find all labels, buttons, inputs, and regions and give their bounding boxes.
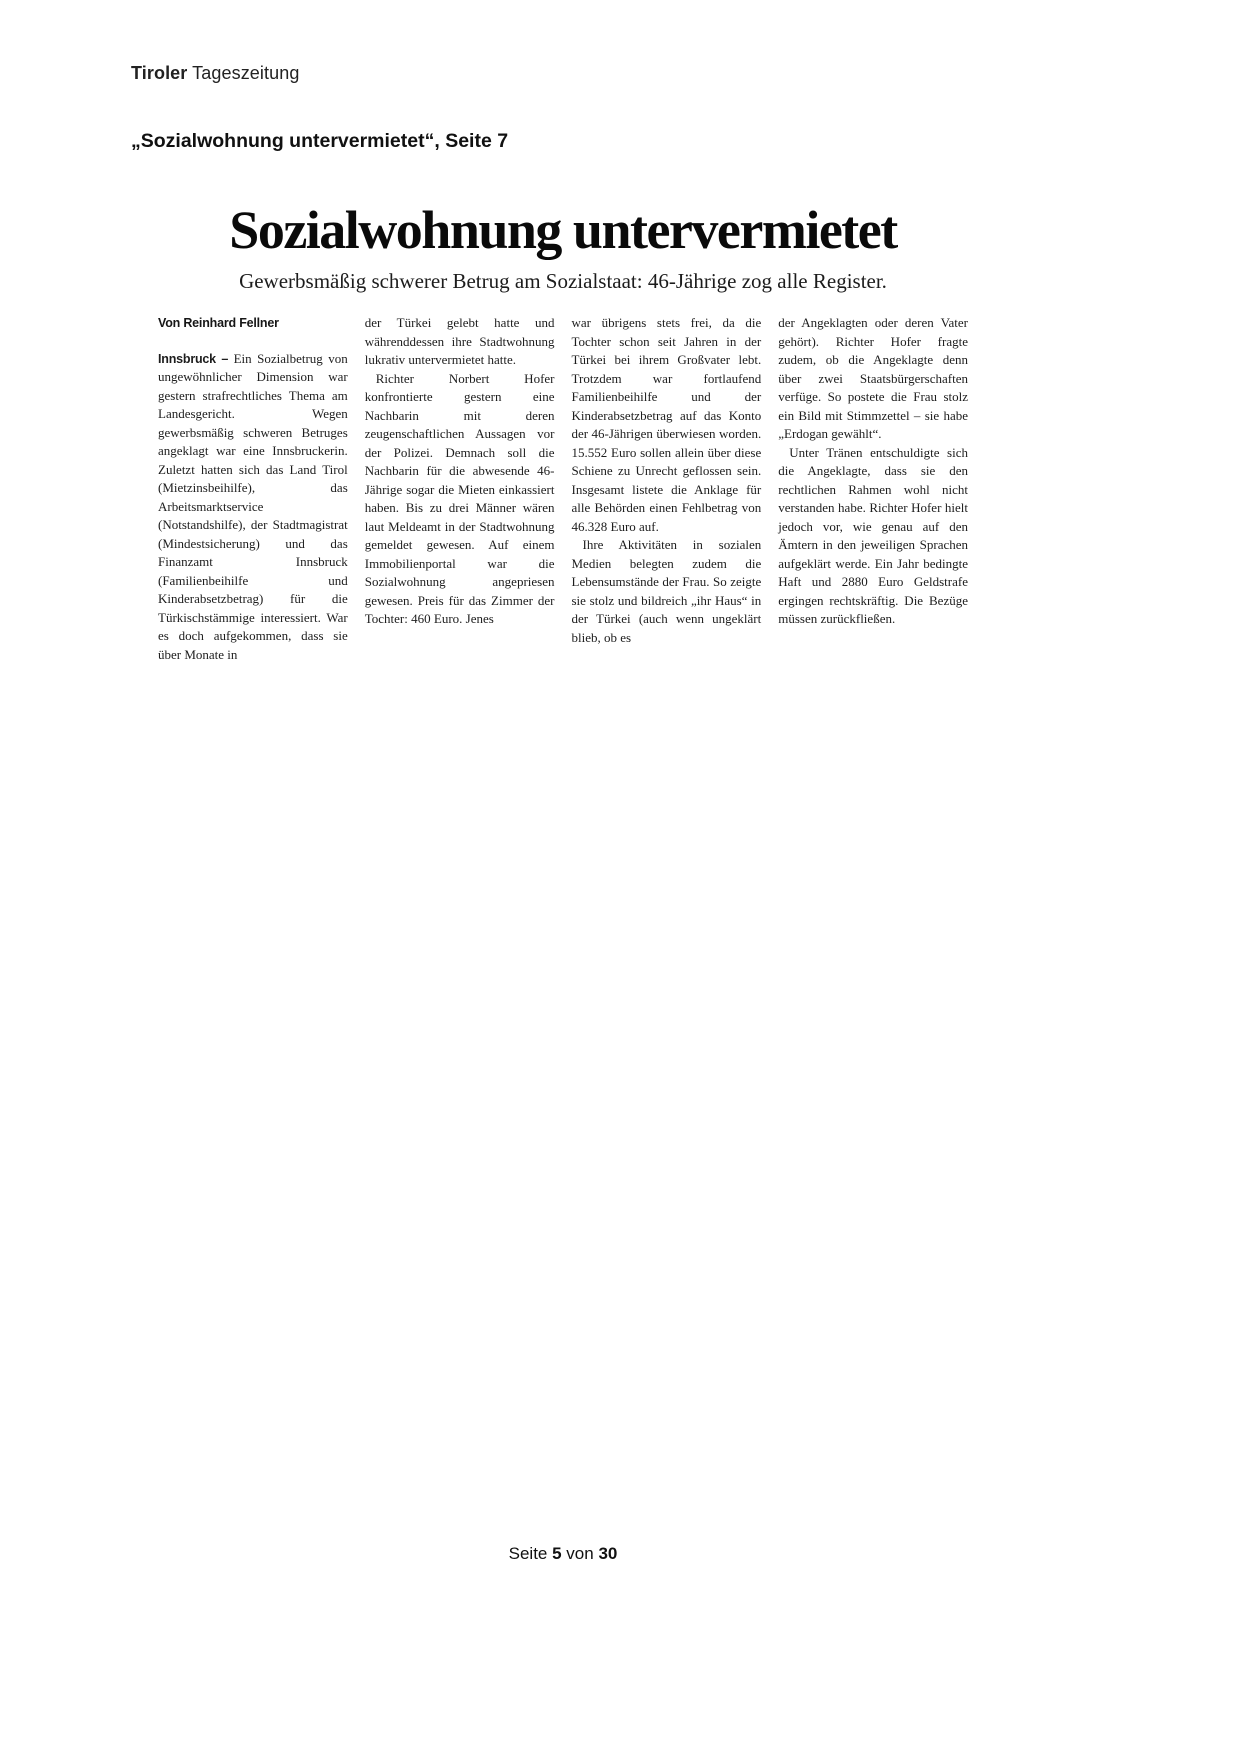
- article-column-2: [365, 314, 555, 664]
- article-paragraph: der Türkei gelebt hatte und währenddessen ihre Stadtwohnung lukrativ untervermietet hatte.: [364, 315, 555, 368]
- article-column-4: [778, 314, 968, 664]
- total-pages-number: 30: [598, 1544, 618, 1563]
- masthead-brand-bold: Tiroler: [131, 63, 188, 83]
- article-column-1: [158, 314, 348, 664]
- paragraph-text: Ein Sozialbetrug von ungewöhnlicher Dimension war gestern strafrechtliches Thema am Landesgericht. Wegen gewerbsmäßig schweren Betruges angeklagt war eine Innsbruckerin. Zuletzt hatten sich das Land Tirol (Mietzinsbeihilfe), das Arbeitsmarktservice (Notstandshilfe), der Stadtmagistrat (Mindestsicherung) und das Finanzamt Innsbruck (Familienbeihilfe und Kinderabsetzbetrag) für die Türkischstämmige interessiert. War es doch aufgekommen, dass sie über Monate in: [158, 350, 348, 662]
- of-label: von: [561, 1544, 599, 1563]
- current-page-number: 5: [552, 1544, 562, 1563]
- article-paragraph: der Angeklagten oder deren Vater gehört). Richter Hofer fragte zudem, ob die Angeklagte denn über zwei Staatsbürgerschaften verfüge. So postete die Frau stolz ein Bild mit Stimmzettel – sie habe „Erdogan gewählt“.: [778, 315, 968, 442]
- article-paragraph: war übrigens stets frei, da die Tochter schon seit Jahren in der Türkei bei ihrem Großvater lebt. Trotzdem war fortlaufend Familienbeihilfe und der Kinderabsetzbetrag auf das Konto der 46-Jährigen überwiesen worden. 15.552 Euro sollen allein über diese Schiene zu Unrecht geflossen sein. Insgesamt listete die Anklage für alle Behörden einen Fehlbetrag von 46.328 Euro auf.: [571, 315, 762, 534]
- article-subheadline: Gewerbsmäßig schwerer Betrug am Sozialstaat: 46-Jährige zog alle Register.: [239, 269, 887, 294]
- page-footer: [158, 1544, 968, 1564]
- article-columns: [158, 314, 968, 664]
- article-paragraph: Ihre Aktivitäten in sozialen Medien belegten zudem die Lebensumstände der Frau. So zeigte sie stolz und bildreich „ihr Haus“ in der Türkei (auch wenn ungeklärt blieb, ob es: [571, 537, 762, 645]
- article-headline: Sozialwohnung untervermietet: [229, 200, 897, 260]
- article-paragraph: Unter Tränen entschuldigte sich die Angeklagte, dass sie den rechtlichen Rahmen wohl nicht verstanden habe. Richter Hofer hielt jedoch vor, wie genau auf den Ämtern in den jeweiligen Sprachen aufgeklärt werde. Ein Jahr bedingte Haft und 2880 Euro Geldstrafe ergingen rechtskräftig. Die Bezüge müssen zurückfließen.: [778, 444, 968, 627]
- article-byline: Von Reinhard Fellner: [158, 316, 279, 331]
- article-column-3: [572, 314, 762, 664]
- article-paragraph: [158, 350, 348, 665]
- article-clipping: [158, 200, 968, 664]
- clipping-reference-line: „Sozialwohnung untervermietet“, Seite 7: [131, 130, 509, 152]
- newspaper-masthead: [131, 63, 299, 84]
- dateline: Innsbruck –: [158, 351, 229, 366]
- masthead-brand-regular: Tageszeitung: [187, 63, 300, 83]
- article-paragraph: Richter Norbert Hofer konfrontierte gestern eine Nachbarin mit deren zeugenschaftlichen Aussagen vor der Polizei. Demnach soll die Nachbarin für die abwesende 46-Jährige sogar die Mieten einkassiert haben. Bis zu drei Männer wären laut Meldeamt in der Stadtwohnung gemeldet gewesen. Auf einem Immobilienportal war die Sozialwohnung angepriesen gewesen. Preis für das Zimmer der Tochter: 460 Euro. Jenes: [364, 370, 555, 627]
- page-label: Seite: [508, 1544, 553, 1563]
